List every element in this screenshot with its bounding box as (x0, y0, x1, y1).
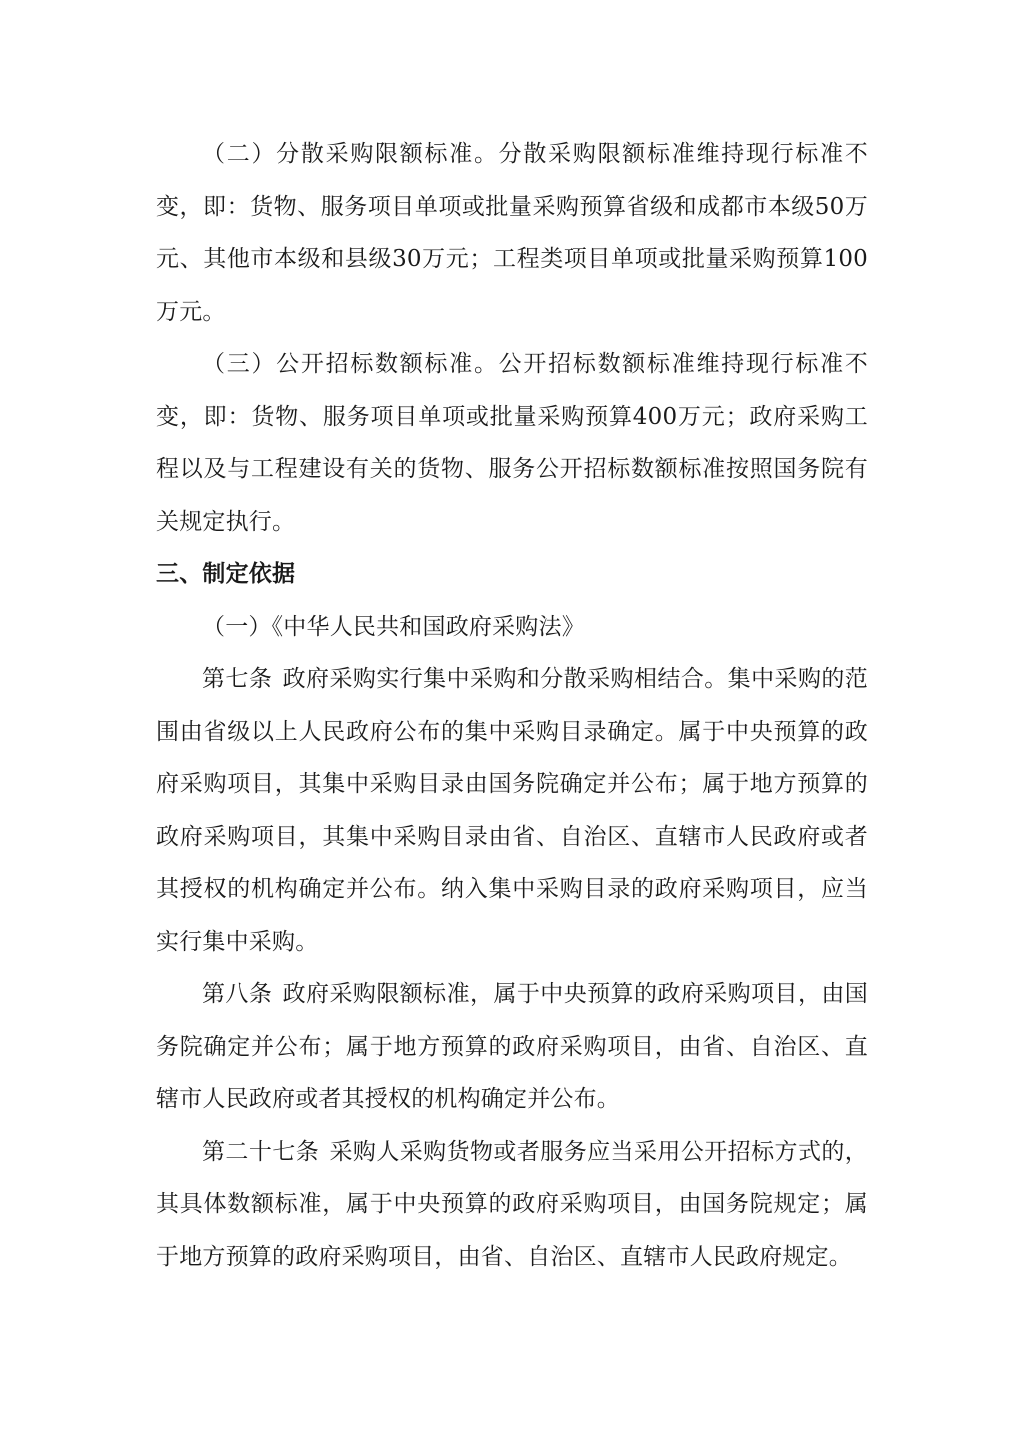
article-number: 第七条 (202, 666, 273, 692)
section-heading: 三、制定依据 (156, 561, 296, 587)
article-text: 政府采购限额标准，属于中央预算的政府采购项目，由国务院确定并公布；属于地方预算的政府采购项目，由省、自治区、直辖市人民政府或者其授权的机构确定并公布。 (156, 981, 868, 1112)
article-text: 政府采购实行集中采购和分散采购相结合。集中采购的范围由省级以上人民政府公布的集中采购目录确定。属于中央预算的政府采购项目，其集中采购目录由国务院确定并公布；属于地方预算的政府采购项目，其集中采购目录由省、自治区、直辖市人民政府或者其授权的机构确定并公布。纳入集中采购目录的政府采购项目，应当实行集中采购。 (156, 666, 868, 955)
document-body (156, 128, 868, 1283)
article-8 (156, 968, 868, 1126)
article-number: 第八条 (202, 981, 273, 1007)
article-7 (156, 653, 868, 968)
article-number: 第二十七条 (202, 1138, 320, 1165)
law-title: （一）《中华人民共和国政府采购法》 (202, 613, 585, 640)
article-text: 采购人采购货物或者服务应当采用公开招标方式的，其具体数额标准，属于中央预算的政府采购项目，由国务院规定；属于地方预算的政府采购项目，由省、自治区、直辖市人民政府规定。 (156, 1138, 868, 1270)
paragraph-public-tender-threshold: （三）公开招标数额标准。公开招标数额标准维持现行标准不变，即：货物、服务项目单项或批量采购预算400万元；政府采购工程以及与工程建设有关的货物、服务公开招标数额标准按照国务院有关规定执行。 (156, 351, 868, 535)
paragraph-decentralized-procurement-threshold: （二）分散采购限额标准。分散采购限额标准维持现行标准不变，即：货物、服务项目单项或批量采购预算省级和成都市本级50万元、其他市本级和县级30万元；工程类项目单项或批量采购预算100万元。 (156, 141, 868, 325)
article-27 (156, 1126, 868, 1284)
